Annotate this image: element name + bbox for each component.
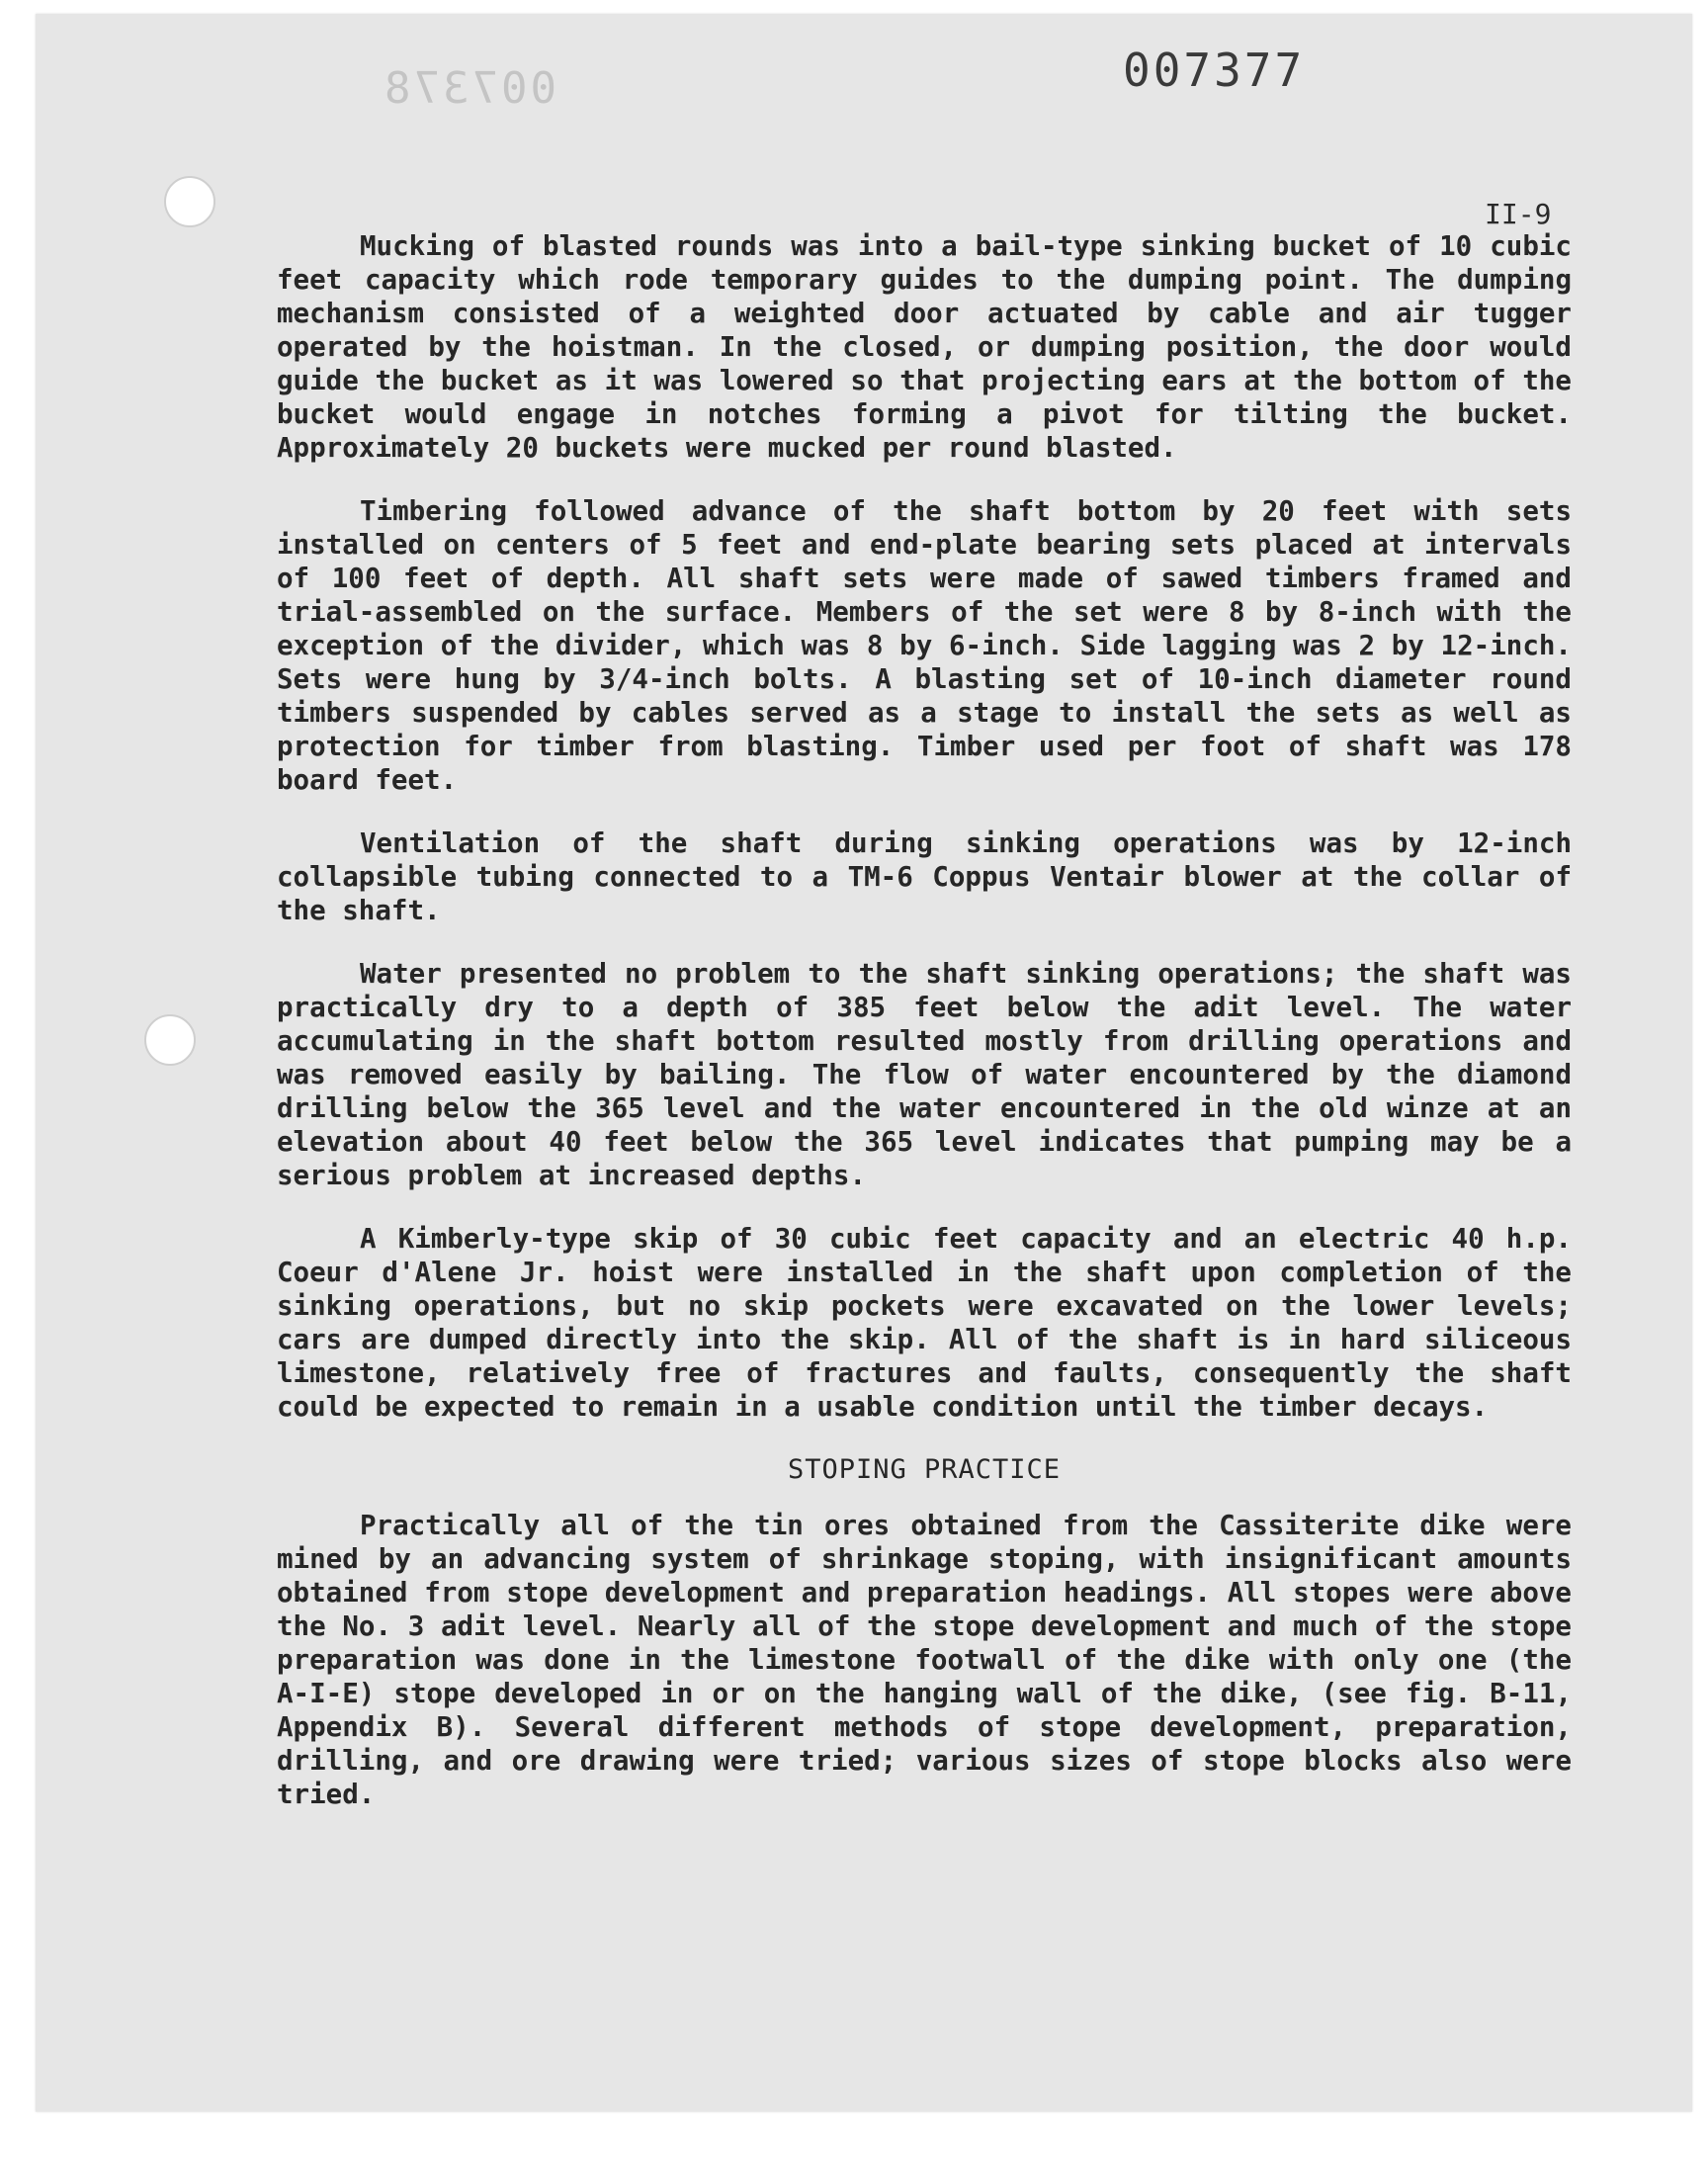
paragraph-timbering: Timbering followed advance of the shaft bottom by 20 feet with sets installed on centers of 5 feet and end-plate bearing sets placed at intervals of 100 feet of depth. All shaft sets were made of sawed timbers framed and trial-assembled on the surface. Members of the set were 8 by 8-inch with the exception of the divider, which was 8 by 6-inch. Side lagging was 2 by 12-inch. Sets were hung by 3/4-inch bolts. A blasting set of 10-inch diameter round timbers suspended by cables served as a stage to install the sets as well as protection for timber from blasting. Timber used per foot of shaft was 178 board feet. [277, 495, 1572, 796]
punch-hole-top [164, 176, 215, 227]
paragraph-water: Water presented no problem to the shaft sinking operations; the shaft was practically dry to a depth of 385 feet below the adit level. The water accumulating in the shaft bottom resulted mostly from drilling operations and was removed easily by bailing. The flow of water encountered by the diamond drilling below the 365 level and the water encountered in the old winze at an elevation about 40 feet below the 365 level indicates that pumping may be a serious problem at increased depths. [277, 958, 1572, 1191]
paragraph-stoping: Practically all of the tin ores obtained from the Cassiterite dike were mined by an advancing system of shrinkage stoping, with insignificant amounts obtained from stope development and preparation headings. All stopes were above the No. 3 adit level. Nearly all of the stope development and much of the stope preparation was done in the limestone footwall of the dike with only one (the A-I-E) stope developed in or on the hanging wall of the dike, (see fig. B-11, Appendix B). Several different methods of stope development, preparation, drilling, and ore drawing were tried; various sizes of stope blocks also were tried. [277, 1510, 1572, 1810]
section-heading: STOPING PRACTICE [787, 1454, 1062, 1485]
paragraph-skip-hoist: A Kimberly-type skip of 30 cubic feet capacity and an electric 40 h.p. Coeur d'Alene Jr. hoist were installed in the shaft upon completion of the sinking operations, but no skip pockets were excavated on the lower levels; cars are dumped directly into the skip. All of the shaft is in hard siliceous limestone, relatively free of fractures and faults, consequently the shaft could be expected to remain in a usable condition until the timber decays. [277, 1223, 1572, 1423]
paragraph-ventilation: Ventilation of the shaft during sinking operations was by 12-inch collapsible tubing connected to a TM-6 Coppus Ventair blower at the collar of the shaft. [277, 827, 1572, 926]
page-number: II-9 [1485, 198, 1552, 230]
document-number: 007377 [1123, 44, 1306, 97]
punch-hole-middle [144, 1014, 196, 1066]
paragraph-mucking: Mucking of blasted rounds was into a bail-type sinking bucket of 10 cubic feet capacity which rode temporary guides to the dumping point. The dumping mechanism consisted of a weighted door actuated by cable and air tugger operated by the hoistman. In the closed, or dumping position, the door would guide the bucket as it was lowered so that projecting ears at the bottom of the bucket would engage in notches forming a pivot for tilting the bucket. Approximately 20 buckets were mucked per round blasted. [277, 230, 1572, 464]
body-text [277, 229, 1572, 1841]
bleed-through-document-number: 007378 [382, 63, 556, 114]
